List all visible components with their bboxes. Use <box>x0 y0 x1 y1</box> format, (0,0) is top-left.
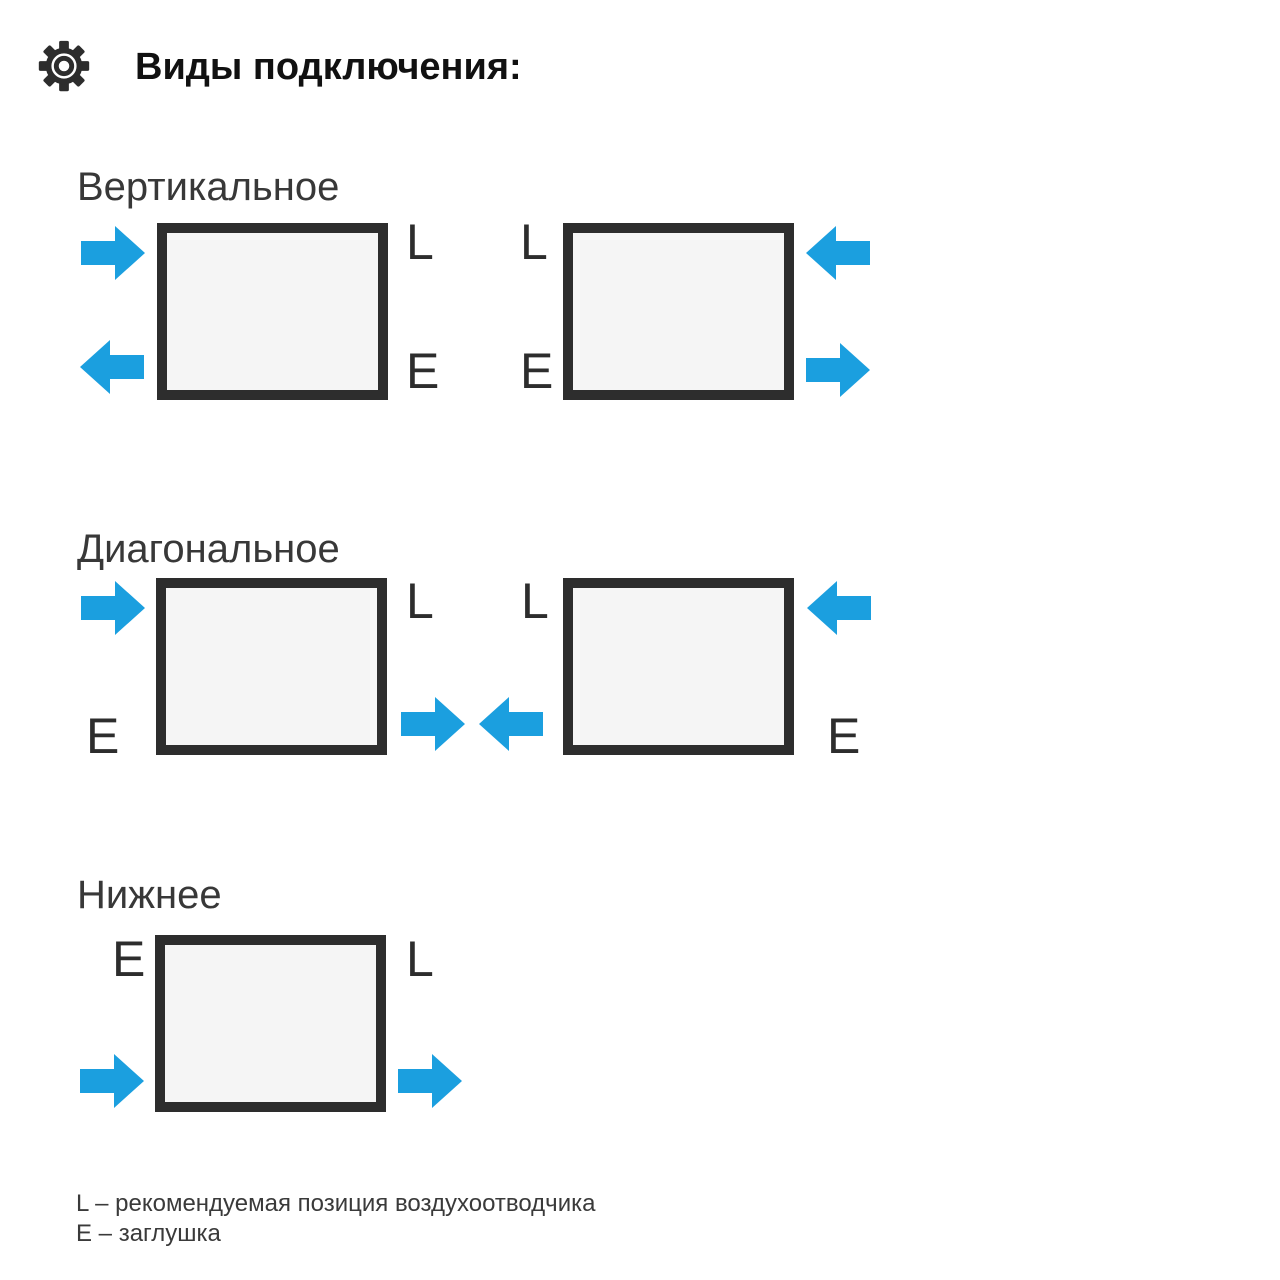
legend-line-l: L – рекомендуемая позиция воздухоотводчика <box>76 1190 596 1217</box>
port-label-l: L <box>406 214 434 270</box>
port-label-l: L <box>406 573 434 629</box>
port-label-e: E <box>406 343 440 399</box>
flow-in-arrow-icon <box>806 226 870 280</box>
port-label-e: E <box>86 708 120 764</box>
radiator-rect <box>563 578 794 755</box>
flow-out-arrow-icon <box>80 340 144 394</box>
flow-out-arrow-icon <box>398 1054 462 1108</box>
flow-in-arrow-icon <box>807 581 871 635</box>
port-label-l: L <box>521 573 549 629</box>
radiator-rect <box>155 935 386 1112</box>
radiator-rect <box>156 578 387 755</box>
flow-out-arrow-icon <box>401 697 465 751</box>
port-label-e: E <box>520 343 554 399</box>
page-title: Виды подключения: <box>135 46 522 88</box>
legend-line-e: E – заглушка <box>76 1220 221 1247</box>
gear-icon <box>38 40 90 92</box>
radiator-rect <box>563 223 794 400</box>
flow-in-arrow-icon <box>80 1054 144 1108</box>
flow-in-arrow-icon <box>81 226 145 280</box>
section-title: Нижнее <box>77 873 222 917</box>
section-title: Вертикальное <box>77 165 340 209</box>
port-label-e: E <box>827 708 861 764</box>
flow-in-arrow-icon <box>81 581 145 635</box>
legend <box>76 1189 595 1249</box>
flow-out-arrow-icon <box>806 343 870 397</box>
port-label-l: L <box>520 214 548 270</box>
port-label-l: L <box>406 931 434 987</box>
radiator-rect <box>157 223 388 400</box>
section-title: Диагональное <box>77 527 340 571</box>
flow-out-arrow-icon <box>479 697 543 751</box>
port-label-e: E <box>112 931 146 987</box>
